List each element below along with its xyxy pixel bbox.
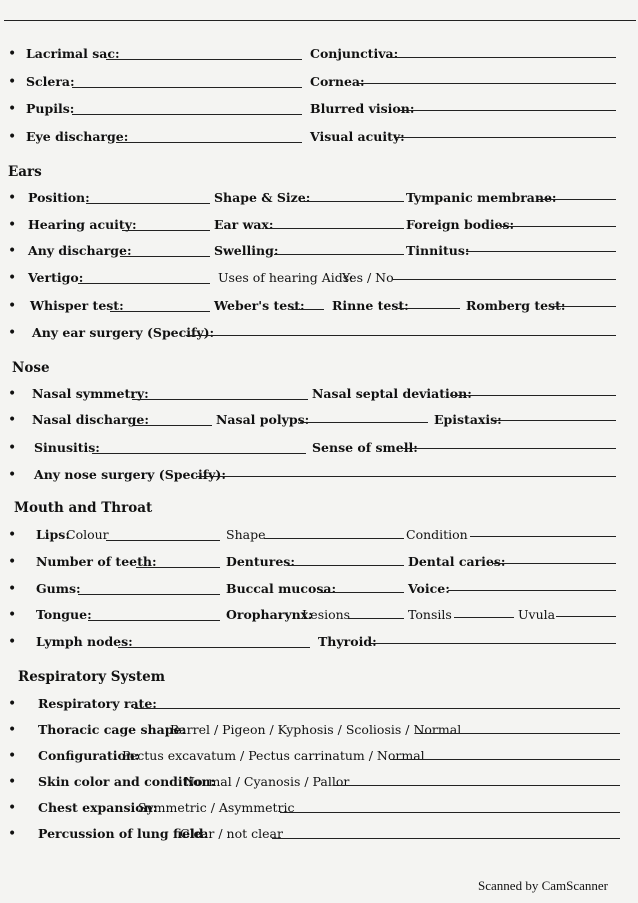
row-skin-color [0,774,638,794]
bullet: • [8,243,17,259]
lips-label: Lips: [36,527,70,542]
respiratory-heading: Respiratory System [18,669,166,685]
row-nasal-symmetry [0,386,638,406]
bullet: • [8,129,17,145]
dental-caries-field[interactable] [492,563,616,564]
bullet: • [8,467,17,483]
tonsils-label: Tonsils [408,607,452,622]
bullet: • [8,800,17,816]
hearing-aids-field[interactable] [392,279,616,280]
uvula-field[interactable] [556,616,616,617]
cornea-field[interactable] [358,83,616,84]
thoracic-cage-field[interactable] [416,733,620,734]
bullet: • [8,826,17,842]
bullet: • [8,325,17,341]
bullet: • [8,298,17,314]
skin-color-options[interactable]: Normal / Cyanosis / Pallor [184,774,350,789]
buccal-mucosa-field[interactable] [318,592,404,593]
lips-colour-field[interactable] [106,540,220,541]
nasal-septal-deviation-field[interactable] [450,395,616,396]
chest-expansion-field[interactable] [280,812,620,813]
nose-heading: Nose [12,360,50,376]
vertigo-label: Vertigo: [28,270,84,285]
shape-field[interactable] [264,538,404,539]
top-divider [4,20,636,21]
pupils-field[interactable] [72,114,302,115]
voice-field[interactable] [448,590,616,591]
webers-test-label: Weber's test: [214,298,305,313]
lesions-field[interactable] [348,618,404,619]
row-configuration [0,748,638,768]
bullet: • [8,554,17,570]
position-label: Position: [28,190,90,205]
tinnitus-field[interactable] [466,251,616,252]
ears-heading: Ears [8,164,42,180]
uvula-label: Uvula [518,607,556,622]
row-respiratory-rate [0,696,638,716]
lacrimal-sac-label: Lacrimal sac: [26,46,120,61]
row-tongue [0,607,638,627]
blurred-vision-field[interactable] [400,110,616,111]
row-sclera [0,74,638,94]
sense-of-smell-field[interactable] [402,448,616,449]
voice-label: Voice: [408,581,450,596]
row-gums [0,581,638,601]
sclera-label: Sclera: [26,74,75,89]
bullet: • [8,696,17,712]
thoracic-cage-label: Thoracic cage shape: [38,722,187,737]
dental-caries-label: Dental caries: [408,554,506,569]
thyroid-field[interactable] [370,643,616,644]
nose-surgery-field[interactable] [196,476,616,477]
lesions-label: Lesions [302,607,351,622]
scanner-watermark: Scanned by CamScanner [478,878,608,893]
sinusitis-label: Sinusitis: [34,440,100,455]
nasal-septal-deviation-label: Nasal septal deviation: [312,386,472,401]
tympanic-membrane-field[interactable] [538,199,616,200]
bullet: • [8,581,17,597]
dentures-label: Dentures: [226,554,295,569]
rinne-test-label: Rinne test: [332,298,409,313]
epistaxis-label: Epistaxis: [434,412,502,427]
any-discharge-label: Any discharge: [28,243,132,258]
sinusitis-field[interactable] [92,453,306,454]
configuration-label: Configuration: [38,748,140,763]
ear-surgery-field[interactable] [186,335,616,336]
rinne-test-field[interactable] [398,308,460,309]
eye-discharge-field[interactable] [116,142,302,143]
position-field[interactable] [86,203,210,204]
vertigo-field[interactable] [78,283,210,284]
nasal-discharge-field[interactable] [132,425,212,426]
hearing-aids-options[interactable]: Yes / No [342,270,394,285]
conjunctiva-label: Conjunctiva: [310,46,399,61]
hearing-aids-label: Uses of hearing Aids: [218,270,354,285]
row-lips [0,527,638,547]
hearing-acuity-field[interactable] [122,230,210,231]
nasal-polyps-label: Nasal polyps: [216,412,310,427]
buccal-mucosa-label: Buccal mucosa: [226,581,337,596]
thoracic-cage-options[interactable]: Barrel / Pigeon / Kyphosis / Scoliosis / Normal [170,722,462,737]
bullet: • [8,440,17,456]
configuration-field[interactable] [390,759,620,760]
any-discharge-field[interactable] [120,256,210,257]
bullet: • [8,774,17,790]
shape-label: Shape [226,527,266,542]
bullet: • [8,270,17,286]
respiratory-rate-label: Respiratory rate: [38,696,157,711]
shape-size-label: Shape & Size: [214,190,311,205]
cornea-label: Cornea: [310,74,365,89]
tongue-label: Tongue: [36,607,92,622]
whisper-test-field[interactable] [110,311,210,312]
row-percussion [0,826,638,846]
bullet: • [8,46,17,62]
eye-discharge-label: Eye discharge: [26,129,129,144]
hearing-acuity-label: Hearing acuity: [28,217,137,232]
percussion-options[interactable]: Clear / not clear [180,826,283,841]
tympanic-membrane-label: Tympanic membrane: [406,190,557,205]
row-lacrimal-sac [0,46,638,66]
percussion-label: Percussion of lung field: [38,826,209,841]
row-number-of-teeth [0,554,638,574]
tinnitus-label: Tinnitus: [406,243,470,258]
row-ear-surgery [0,325,638,345]
number-of-teeth-field[interactable] [136,567,220,568]
oropharynx-label: Oropharynx: [226,607,313,622]
nasal-discharge-label: Nasal discharge: [32,412,149,427]
shape-size-field[interactable] [300,201,404,202]
respiratory-rate-field[interactable] [134,708,620,709]
chest-expansion-options[interactable]: Symmetric / Asymmetric [138,800,295,815]
bullet: • [8,217,17,233]
row-hearing-acuity [0,217,638,237]
number-of-teeth-label: Number of teeth: [36,554,157,569]
foreign-bodies-field[interactable] [500,226,616,227]
row-pupils [0,101,638,121]
ear-surgery-label: Any ear surgery (Specify): [32,325,215,340]
condition-field[interactable] [470,536,616,537]
dentures-field[interactable] [288,565,404,566]
bullet: • [8,190,17,206]
sense-of-smell-label: Sense of smell: [312,440,418,455]
thyroid-label: Thyroid: [318,634,377,649]
mouth-heading: Mouth and Throat [14,500,153,516]
pupils-label: Pupils: [26,101,75,116]
lips-colour-label: Colour [66,527,109,542]
row-thoracic-cage [0,722,638,742]
nose-surgery-label: Any nose surgery (Specify): [34,467,226,482]
bullet: • [8,412,17,428]
row-any-discharge [0,243,638,263]
row-whisper-test [0,298,638,318]
visual-acuity-label: Visual acuity: [310,129,405,144]
tongue-field[interactable] [88,620,220,621]
row-chest-expansion [0,800,638,820]
tonsils-field[interactable] [454,617,514,618]
bullet: • [8,722,17,738]
lymph-nodes-field[interactable] [118,647,310,648]
nasal-symmetry-field[interactable] [132,399,308,400]
condition-label: Condition [406,527,468,542]
swelling-field[interactable] [274,254,404,255]
visual-acuity-field[interactable] [394,137,616,138]
skin-color-field[interactable] [334,785,620,786]
row-lymph-nodes [0,634,638,654]
bullet: • [8,386,17,402]
lacrimal-sac-field[interactable] [106,59,302,60]
chest-expansion-label: Chest expansion: [38,800,158,815]
row-nose-surgery [0,467,638,487]
ear-wax-label: Ear wax: [214,217,274,232]
ear-wax-field[interactable] [268,228,404,229]
whisper-test-label: Whisper test: [30,298,124,313]
bullet: • [8,527,17,543]
sclera-field[interactable] [72,87,302,88]
row-vertigo [0,270,638,290]
gums-field[interactable] [78,594,220,595]
bullet: • [8,634,17,650]
lymph-nodes-label: Lymph nodes: [36,634,133,649]
skin-color-label: Skin color and condition: [38,774,216,789]
bullet: • [8,748,17,764]
row-position [0,190,638,210]
percussion-field[interactable] [272,838,620,839]
epistaxis-field[interactable] [494,420,616,421]
row-eye-discharge [0,129,638,149]
gums-label: Gums: [36,581,81,596]
foreign-bodies-label: Foreign bodies: [406,217,515,232]
row-sinusitis [0,440,638,460]
bullet: • [8,607,17,623]
conjunctiva-field[interactable] [388,57,616,58]
nasal-polyps-field[interactable] [300,422,428,423]
romberg-test-field[interactable] [552,306,616,307]
webers-test-field[interactable] [292,309,324,310]
blurred-vision-label: Blurred vision: [310,101,415,116]
bullet: • [8,101,17,117]
swelling-label: Swelling: [214,243,279,258]
romberg-test-label: Romberg test: [466,298,566,313]
nasal-symmetry-label: Nasal symmetry: [32,386,149,401]
configuration-options[interactable]: Pectus excavatum / Pectus carrinatum / Normal [122,748,425,763]
bullet: • [8,74,17,90]
row-nasal-discharge [0,412,638,432]
